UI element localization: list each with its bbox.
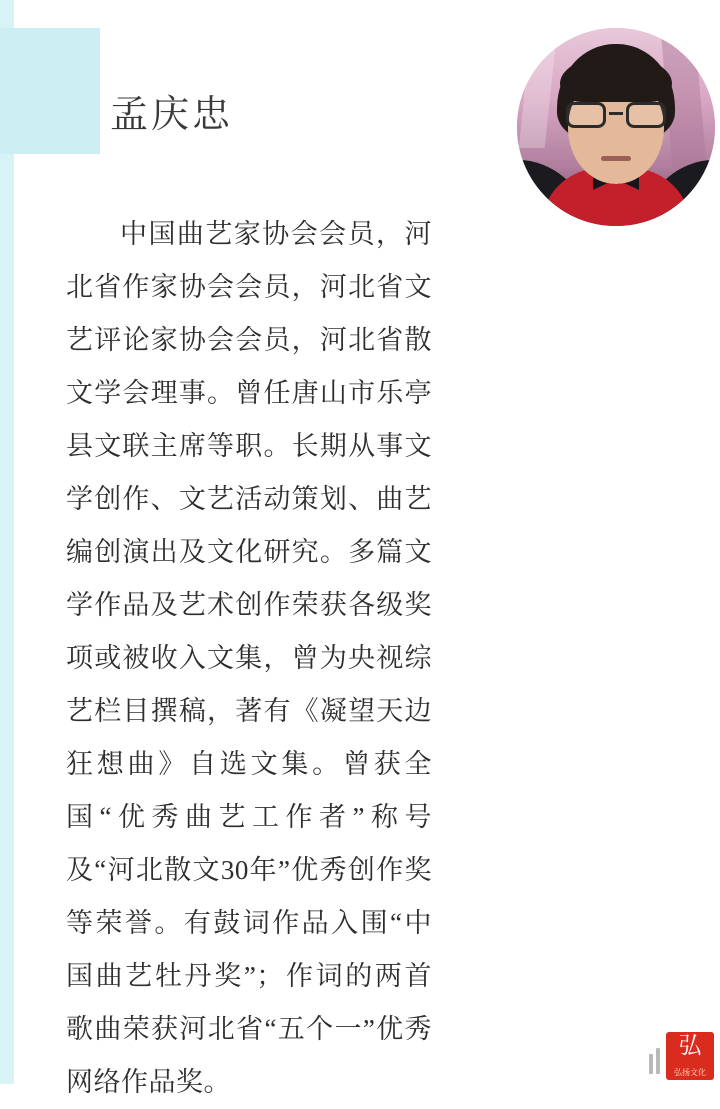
glasses-lens-right xyxy=(626,102,666,128)
biography-paragraph: 中国曲艺家协会会员，河北省作家协会会员，河北省文艺评论家协会会员，河北省散文学会理事。曾任唐山市乐亭县文联主席等职。长期从事文学创作、文艺活动策划、曲艺编创演出及文化研究。多篇文学作品及艺术创作荣获各级奖项或被收入文集，曾为央视综艺栏目撰稿，著有《凝望天边狂想曲》自选文集。曾获全国“优秀曲艺工作者”称号及“河北散文30年”优秀创作奖等荣誉。有鼓词作品入围“中国曲艺牡丹奖”；作词的两首歌曲荣获河北省“五个一”优秀网络作品奖。 xyxy=(66,219,432,1097)
left-accent-stripe xyxy=(0,0,14,1084)
portrait-mouth xyxy=(601,156,631,161)
glasses-lens-left xyxy=(566,102,606,128)
portrait-fringe xyxy=(560,58,672,102)
avatar xyxy=(517,28,715,226)
title-accent-block xyxy=(0,28,100,154)
watermark xyxy=(649,1030,714,1080)
publisher-logo-glyph: 弘 xyxy=(678,1033,702,1058)
publisher-logo-subtitle: 弘扬文化 xyxy=(674,1068,706,1077)
signal-bars-icon xyxy=(649,1046,660,1074)
glasses-icon xyxy=(564,102,668,128)
page-title: 孟庆忠 xyxy=(110,94,234,136)
glasses-bridge xyxy=(609,112,623,115)
publisher-logo xyxy=(666,1032,714,1080)
